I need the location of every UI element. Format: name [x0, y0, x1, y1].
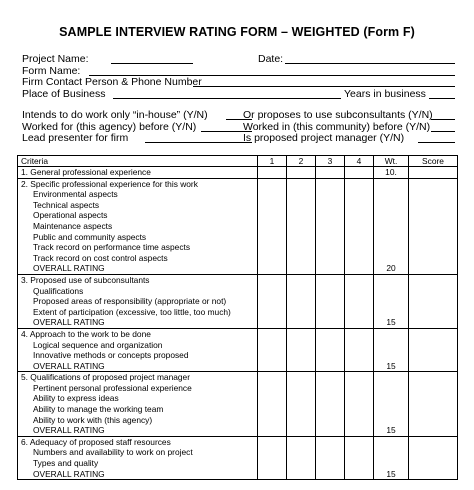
- rating-4-header: 4: [345, 156, 374, 167]
- weight-cell: [374, 436, 409, 479]
- rating-2-header: 2: [287, 156, 316, 167]
- rating-4-cell[interactable]: [345, 328, 374, 371]
- criteria-subitem: Innovative methods or concepts proposed: [33, 350, 189, 361]
- criteria-subitem: Ability to work with (this agency): [33, 414, 153, 425]
- rating-2-cell[interactable]: [287, 328, 316, 371]
- weight-value: 15: [386, 360, 396, 371]
- worked-in-community-field[interactable]: [431, 131, 455, 132]
- firm-contact-field[interactable]: [193, 86, 455, 87]
- weight-value: 15: [386, 317, 396, 328]
- criteria-heading: 6. Adequacy of proposed staff resources: [21, 436, 171, 447]
- criteria-heading: 4. Approach to the work to be done: [21, 328, 151, 339]
- weight-cell: [374, 167, 409, 179]
- score-cell[interactable]: [409, 167, 458, 179]
- rating-2-cell[interactable]: [287, 372, 316, 437]
- table-header-row: [18, 156, 458, 167]
- score-cell[interactable]: [409, 328, 458, 371]
- table-row: [18, 436, 458, 479]
- overall-rating-label: OVERALL RATING: [33, 317, 105, 328]
- rating-4-cell[interactable]: [345, 178, 374, 274]
- table-row: [18, 178, 458, 274]
- criteria-subitem: Ability to express ideas: [33, 393, 119, 404]
- rating-4-cell[interactable]: [345, 274, 374, 328]
- project-manager-label: Is proposed project manager (Y/N): [243, 132, 405, 144]
- criteria-subitem: Logical sequence and organization: [33, 339, 163, 350]
- rating-2-cell[interactable]: [287, 436, 316, 479]
- firm-contact-label: Firm Contact Person & Phone Number: [22, 76, 202, 88]
- criteria-cell: [18, 328, 258, 371]
- criteria-cell: [18, 274, 258, 328]
- rating-3-cell[interactable]: [316, 167, 345, 179]
- score-cell[interactable]: [409, 178, 458, 274]
- worked-in-community-label: Worked in (this community) before (Y/N): [243, 121, 431, 133]
- rating-2-cell[interactable]: [287, 274, 316, 328]
- place-of-business-label: Place of Business: [22, 88, 106, 100]
- form-title: SAMPLE INTERVIEW RATING FORM – WEIGHTED (Form F): [59, 25, 415, 39]
- rating-1-header: 1: [258, 156, 287, 167]
- overall-rating-label: OVERALL RATING: [33, 425, 105, 436]
- rating-1-cell[interactable]: [258, 328, 287, 371]
- criteria-cell: [18, 167, 258, 179]
- rating-3-header: 3: [316, 156, 345, 167]
- criteria-subitem: Numbers and availability to work on project: [33, 447, 193, 458]
- criteria-heading: 3. Proposed use of subconsultants: [21, 274, 150, 285]
- weight-cell: [374, 274, 409, 328]
- rating-4-cell[interactable]: [345, 372, 374, 437]
- years-in-business-field[interactable]: [429, 98, 455, 99]
- lead-presenter-label: Lead presenter for firm: [22, 132, 129, 144]
- project-manager-field[interactable]: [418, 142, 455, 143]
- project-name-label: Project Name:: [22, 53, 89, 65]
- criteria-heading: 2. Specific professional experience for this work: [21, 178, 198, 189]
- years-in-business-label: Years in business: [344, 88, 426, 100]
- criteria-cell: [18, 436, 258, 479]
- date-field[interactable]: [285, 63, 455, 64]
- overall-rating-label: OVERALL RATING: [33, 468, 105, 479]
- score-cell[interactable]: [409, 274, 458, 328]
- form-header-fields: [0, 0, 474, 160]
- criteria-subitem: Environmental aspects: [33, 189, 118, 200]
- rating-3-cell[interactable]: [316, 274, 345, 328]
- rating-3-cell[interactable]: [316, 178, 345, 274]
- rating-table: [17, 155, 458, 480]
- criteria-subitem: Proposed areas of responsibility (appropriate or not): [33, 296, 227, 307]
- criteria-heading: 5. Qualifications of proposed project manager: [21, 372, 190, 383]
- table-row: [18, 274, 458, 328]
- rating-4-cell[interactable]: [345, 436, 374, 479]
- criteria-heading: 1. General professional experience: [21, 167, 151, 177]
- weight-value: 15: [386, 425, 396, 436]
- criteria-subitem: Technical aspects: [33, 199, 100, 210]
- form-name-label: Form Name:: [22, 65, 81, 77]
- date-label: Date:: [258, 53, 284, 65]
- criteria-header: Criteria: [18, 156, 258, 167]
- criteria-subitem: Public and community aspects: [33, 231, 147, 242]
- rating-3-cell[interactable]: [316, 372, 345, 437]
- weight-value: 20: [386, 263, 396, 274]
- lead-presenter-field[interactable]: [145, 142, 252, 143]
- rating-2-cell[interactable]: [287, 178, 316, 274]
- subconsultants-label: Or proposes to use subconsultants (Y/N): [243, 109, 433, 121]
- criteria-subitem: Track record on performance time aspects: [33, 242, 191, 253]
- in-house-label: Intends to do work only “in-house” (Y/N): [22, 109, 208, 121]
- place-of-business-field[interactable]: [113, 98, 341, 99]
- criteria-subitem: Maintenance aspects: [33, 220, 113, 231]
- project-name-field[interactable]: [111, 63, 193, 64]
- rating-3-cell[interactable]: [316, 436, 345, 479]
- score-cell[interactable]: [409, 436, 458, 479]
- table-row: [18, 328, 458, 371]
- criteria-subitem: Extent of participation (excessive, too little, too much): [33, 306, 231, 317]
- weight-cell: [374, 328, 409, 371]
- table-row: [18, 372, 458, 437]
- rating-3-cell[interactable]: [316, 328, 345, 371]
- criteria-subitem: Pertinent personal professional experience: [33, 382, 192, 393]
- score-cell[interactable]: [409, 372, 458, 437]
- weight-value: 15: [386, 468, 396, 479]
- criteria-subitem: Ability to manage the working team: [33, 404, 164, 415]
- score-header: Score: [409, 156, 458, 167]
- criteria-cell: [18, 178, 258, 274]
- rating-1-cell[interactable]: [258, 167, 287, 179]
- weight-value: 10.: [385, 167, 397, 177]
- criteria-subitem: Qualifications: [33, 285, 84, 296]
- rating-1-cell[interactable]: [258, 178, 287, 274]
- rating-4-cell[interactable]: [345, 167, 374, 179]
- overall-rating-label: OVERALL RATING: [33, 263, 105, 274]
- criteria-cell: [18, 372, 258, 437]
- table-row: [18, 167, 458, 179]
- criteria-subitem: Operational aspects: [33, 210, 108, 221]
- worked-for-agency-label: Worked for (this agency) before (Y/N): [22, 121, 197, 133]
- subconsultants-field[interactable]: [431, 119, 455, 120]
- weight-cell: [374, 178, 409, 274]
- rating-1-cell[interactable]: [258, 372, 287, 437]
- criteria-subitem: Types and quality: [33, 458, 99, 469]
- criteria-subitem: Track record on cost control aspects: [33, 252, 168, 263]
- rating-2-cell[interactable]: [287, 167, 316, 179]
- rating-1-cell[interactable]: [258, 274, 287, 328]
- rating-1-cell[interactable]: [258, 436, 287, 479]
- weight-cell: [374, 372, 409, 437]
- overall-rating-label: OVERALL RATING: [33, 360, 105, 371]
- weight-header: Wt.: [374, 156, 409, 167]
